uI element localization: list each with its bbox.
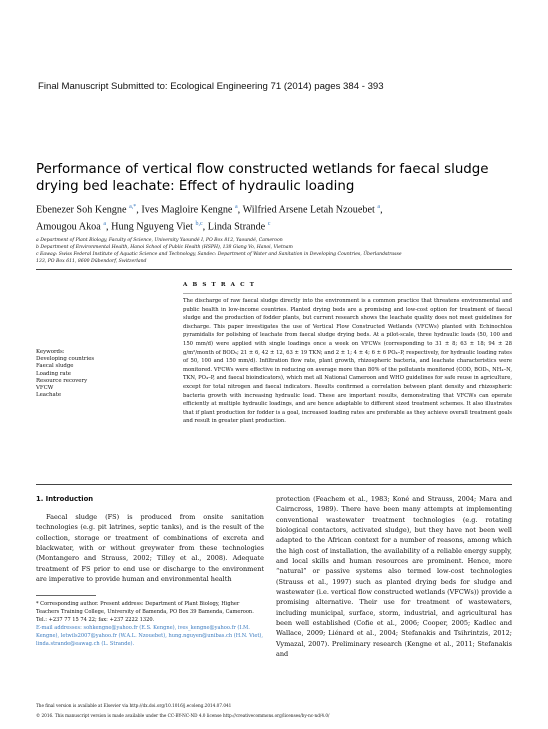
affiliation: a Department of Plant Biology, Faculty of Science, University Yaoundé I, PO Box 812, Yaoundé, Cameroon xyxy=(36,238,283,243)
author-name[interactable]: Ebenezer Soh Kengne xyxy=(36,204,127,216)
affiliations xyxy=(36,237,516,265)
author-affil-marker[interactable]: a xyxy=(234,204,238,210)
abstract-bottom-divider xyxy=(36,484,512,485)
keyword: Faecal sludge xyxy=(36,363,74,370)
author-affil-marker[interactable]: b,c xyxy=(195,221,203,228)
author-name[interactable]: Hung Nguyeng Viet xyxy=(111,221,193,233)
author-affil-marker[interactable]: c xyxy=(267,221,271,228)
footnote-emails[interactable]: E-mail addresses: sohkengne@yahoo.fr (E.S. Kengne), ives_kengne@yahoo.fr (I.M. Kengne), letwils2007@yahoo.fr (W.A.L. Nzouebet), hung.nguyen@unibas.ch (H.N. Viet), linda.strande@eawag.ch (L. Strande). xyxy=(36,625,264,647)
article-title: Performance of vertical flow constructed wetlands for faecal sludge drying bed leachate: Effect of hydraulic loading xyxy=(36,162,489,194)
section-heading: 1. Introduction xyxy=(36,495,94,503)
footnote-text: * Corresponding author. Present address: Department of Plant Biology, Higher Teachers Training College, University of Bamenda, PO Box 39 Bamenda, Cameroon. Tel.: +237 77 15 74 22; fax: +237 2222 1320. xyxy=(36,601,254,623)
author-list: Ebenezer Soh Kengne $^{a,*}$, Ives Magloire Kengne $^a$, Wilfried Arsene Letah Nzouebet $^a$, Amougou Akoa $^a$, Hung Nguyeng Viet $^{b,c}$, Linda Strande $^c$ xyxy=(36,204,383,233)
author-name[interactable]: Wilfried Arsene Letah Nzouebet xyxy=(242,204,375,216)
author-name[interactable]: Ives Magloire Kengne xyxy=(141,204,233,216)
intro-column-left: Faecal sludge (FS) is produced from onsite sanitation technologies (e.g. pit latrines, septic tanks), and is the result of the collection, storage or treatment of combinations of excreta and blackwater, with or without greywater from these technologies (Montangero and Strauss, 2002; Tilley et al., 2008). Adequate treatment of FS prior to end use or discharge to the environment are imperative to provide human and environmental health xyxy=(36,513,264,584)
keywords-block xyxy=(36,349,156,399)
keyword: Developing countries xyxy=(36,356,95,363)
affiliation: b Department of Environmental Health, Hanoi School of Public Health (HSPH), 138 Giang Vo, Hanoi, Vietnam xyxy=(36,245,293,251)
keyword: Loading rate xyxy=(36,370,71,377)
submission-note: Final Manuscript Submitted to: Ecological Engineering 71 (2014) pages 384 - 393 xyxy=(38,81,384,92)
footnote-divider xyxy=(36,595,96,596)
affiliation: c Eawag: Swiss Federal Institute of Aquatic Science and Technology, Sandec: Department of Water and Sanitation in Developing Countries, Überlandstrasse xyxy=(36,252,402,258)
keyword: Leachate xyxy=(36,392,62,399)
keywords-heading: Keywords: xyxy=(36,349,65,355)
license-footer[interactable]: © 2016. This manuscript version is made available under the CC-BY-NC-ND 4.0 license http://creativecommons.org/licenses/by-nc-nd/4.0/ xyxy=(36,713,330,718)
keyword: VFCW xyxy=(36,385,54,392)
author-name[interactable]: Amougou Akoa xyxy=(36,221,101,233)
abstract-divider xyxy=(183,293,512,294)
doi-footer[interactable]: The final version is available at Elsevier via http://dx.doi.org/10.1016/j.ecoleng.2014.07.041 xyxy=(36,703,232,708)
intro-column-right: protection (Feachem et al., 1983; Koné and Strauss, 2004; Mara and Cairncross, 1989). There have been many attempts at implementing conventional wastewater treatment technologies (e.g. rotating biological contactors, activated sludge), but they have not been well adapted to the African context for a number of reasons, among which the high cost of installation, the availability of a reliable energy supply, and local skills and human resources are prominent. Hence, more “natural” or passive systems also termed low-cost technologies (Strauss et al., 1997) such as planted drying beds for sludge and wastewater (i.e. vertical flow constructed wetlands (VFCWs)) provide a promising alternative. Their use for treatment of wastewaters, including municipal, surface, storm, industrial, and agricultural has been well established (Cofie et al., 2006; Cooper, 2005; Kadlec and Wallace, 2009; Liénard et al., 2004; Stefanakis and Tsihrintzis, 2012; Vymazal, 2007). Preliminary research (Kengne et al., 2011; Stefanakis and xyxy=(276,495,512,659)
author-name[interactable]: Linda Strande xyxy=(207,221,266,233)
author-affil-marker[interactable]: a,* xyxy=(129,204,137,210)
corresponding-author-footnote xyxy=(36,600,264,648)
affiliation: 133, PO Box 611, 8600 Dübendorf, Switzerland xyxy=(36,259,147,265)
author-affil-marker[interactable]: a xyxy=(103,221,107,228)
abstract-heading: A B S T R A C T xyxy=(183,282,256,288)
abstract-text: The discharge of raw faecal sludge directly into the environment is a common practice that threatens environmental and public health in low-income countries. Planted drying beds are a promising and low-cost option for treatment of faecal sludge and the production of fodder plants, but current research shows the leachate quality does not meet guidelines for discharge. This paper investigates the use of Vertical Flow Constructed Wetlands (VFCWs) planted with Echinochloa pyramidalis for polishing of leachate from faecal sludge drying beds. At a pilot-scale, three hydraulic loads (50, 100 and 150 mm/d) were applied with single loadings once a week on VFCWs (corresponding to 31 ± 8; 63 ± 18; 94 ± 28 g/m²/month of BOD₅; 21 ± 6, 42 ± 12, 63 ± 19 TKN; and 2 ± 1; 4 ± 4; 6 ± 6 PO₄–P, respectively, for hydraulic loading rates of 50, 100 and 150 mm/d). Infiltration flow rate, plant growth, rhizospheric bacteria, and leachate characteristics were monitored. VFCWs were effective in reducing on average more than 80% of the pollutants monitored (COD, BOD₅, NH₄–N, TKN, PO₄–P, and faecal bioindicators), which met all National Cameroon and WHO guidelines for safe reuse in agriculture, except for total nitrogen and faecal indicators. Results confirmed a correlation between plant density and rhizospheric bacteria growth with increasing hydraulic load. These are important results, demonstrating that VFCWs can operate efficiently at multiple hydraulic loadings, and are hence adaptable to different sized treatment schemes. It also illustrates that if plant production for fodder is a goal, increased loading rates are preferable as they achieve overall treatment goals and result in greater plant production. xyxy=(183,298,512,425)
header-divider xyxy=(36,269,512,270)
author-affil-marker[interactable]: a xyxy=(377,204,381,210)
keyword: Resource recovery xyxy=(36,377,88,384)
